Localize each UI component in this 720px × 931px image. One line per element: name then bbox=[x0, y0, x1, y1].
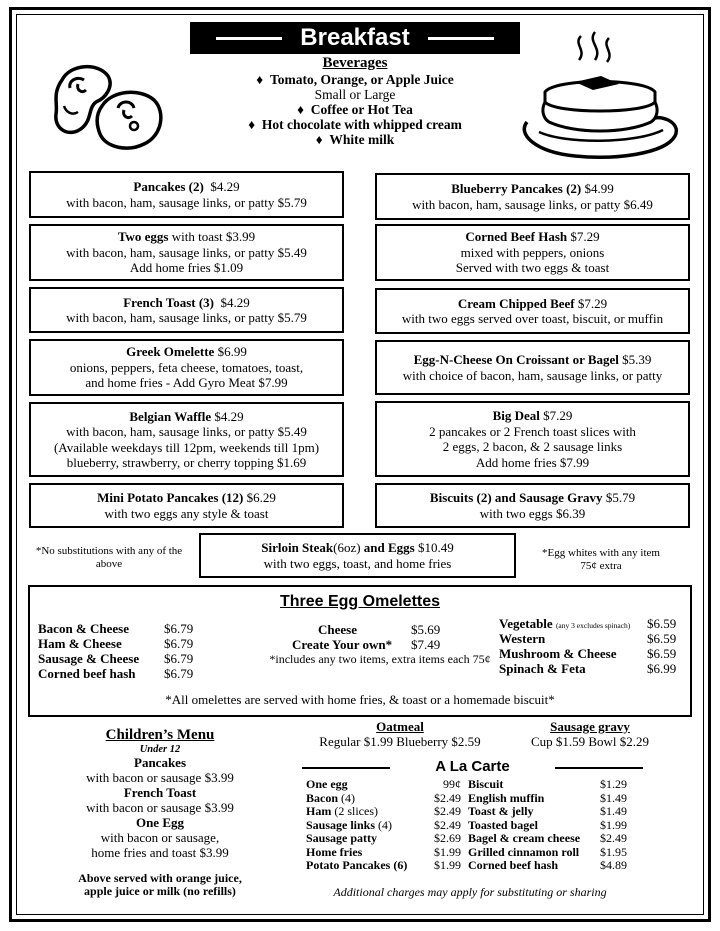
item-price: $4.29 bbox=[214, 408, 244, 424]
menu-item-blueberry-pancakes bbox=[375, 173, 690, 220]
item-name: Sausage & Cheese bbox=[38, 651, 140, 666]
item-name: Toast & jelly bbox=[468, 804, 534, 818]
omelette-item bbox=[38, 636, 194, 651]
item-price: $2.69 bbox=[434, 831, 461, 845]
sausage-gravy-section bbox=[510, 719, 670, 749]
item-description: 2 eggs, 2 bacon, & 2 sausage links bbox=[442, 439, 623, 454]
beverage-label: Tomato, Orange, or Apple Juice bbox=[269, 72, 454, 87]
item-price: $1.99 bbox=[600, 818, 627, 832]
item-price: $5.69 bbox=[411, 622, 441, 637]
beverage-item bbox=[190, 87, 520, 102]
item-price: $6.99 bbox=[217, 344, 247, 360]
item-price: $1.99 bbox=[434, 845, 461, 859]
item-name: Cheese bbox=[318, 622, 357, 637]
item-price: $4.99 bbox=[584, 181, 614, 196]
diamond-bullet-icon: ♦ bbox=[297, 102, 305, 117]
omelettes-heading: Three Egg Omelettes bbox=[279, 593, 441, 610]
item-description: with two eggs any style & toast bbox=[104, 505, 269, 521]
menu-item-mini-potato-pancakes bbox=[29, 483, 344, 528]
omelette-item bbox=[499, 661, 689, 676]
item-price: $6.99 bbox=[647, 661, 677, 676]
item-price: $2.49 bbox=[434, 818, 461, 832]
item-price: $6.59 bbox=[647, 631, 677, 646]
diamond-bullet-icon: ♦ bbox=[315, 132, 323, 147]
beverage-item bbox=[190, 117, 520, 132]
item-name: Corned Beef Hash bbox=[465, 229, 568, 245]
menu-item-greek-omelette bbox=[29, 339, 344, 396]
item-description: Add home fries $7.99 bbox=[475, 454, 590, 470]
beverage-label: Small or Large bbox=[314, 87, 396, 102]
omelette-item bbox=[38, 666, 194, 681]
item-price: $1.95 bbox=[600, 845, 627, 859]
note-no-substitutions: *No substitutions with any of the above bbox=[35, 545, 183, 570]
kids-item-description: with bacon or sausage $3.99 bbox=[86, 770, 234, 785]
sausage-gravy-prices: Cup $1.59 Bowl $2.29 bbox=[530, 734, 650, 749]
item-name: Ham & Cheese bbox=[38, 636, 122, 651]
oatmeal-heading: Oatmeal bbox=[376, 719, 424, 734]
oatmeal-prices: Regular $1.99 Blueberry $2.59 bbox=[319, 734, 481, 749]
menu-title-bar bbox=[190, 22, 520, 54]
item-price: $2.49 bbox=[600, 831, 627, 845]
item-name: Corned beef hash bbox=[38, 666, 136, 681]
menu-title: Breakfast bbox=[300, 24, 410, 51]
item-name: Cream Chipped Beef bbox=[457, 295, 575, 311]
item-description: Add home fries $1.09 bbox=[129, 260, 244, 276]
item-name: French Toast (3) bbox=[123, 294, 214, 310]
item-description: (Available weekdays till 12pm, weekends till 1pm) bbox=[53, 439, 320, 455]
childrens-menu-age: Under 12 bbox=[139, 744, 181, 755]
item-price: $4.29 bbox=[220, 294, 250, 310]
item-name: Grilled cinnamon roll bbox=[468, 845, 580, 859]
item-price: $6.59 bbox=[647, 646, 677, 661]
kids-item-name: French Toast bbox=[123, 785, 197, 800]
title-rule-left bbox=[216, 37, 282, 40]
menu-item-belgian-waffle bbox=[29, 402, 344, 477]
item-name: Mushroom & Cheese bbox=[499, 646, 617, 661]
item-name: One egg bbox=[306, 777, 348, 791]
eggs-illustration-icon bbox=[48, 58, 168, 158]
item-name: Sausage links bbox=[306, 818, 376, 832]
note-egg-whites: *Egg whites with any item 75¢ extra bbox=[542, 547, 660, 572]
item-name: Big Deal bbox=[492, 408, 540, 423]
item-name: Biscuits (2) and Sausage Gravy bbox=[429, 490, 603, 505]
item-name: Greek Omelette bbox=[126, 344, 215, 360]
beverage-item bbox=[190, 132, 520, 147]
kids-item-description: with bacon or sausage $3.99 bbox=[86, 800, 234, 815]
item-price: $6.79 bbox=[164, 666, 194, 681]
carte-item bbox=[468, 832, 627, 845]
item-name-portion: (6oz) bbox=[333, 540, 361, 555]
item-name: Bacon bbox=[306, 791, 339, 805]
item-name: Vegetable bbox=[499, 616, 553, 631]
item-description: blueberry, strawberry, or cherry topping $1.69 bbox=[66, 455, 307, 470]
omelettes-section bbox=[28, 585, 692, 717]
item-price: $1.99 bbox=[434, 858, 461, 872]
item-price: $10.49 bbox=[418, 540, 454, 555]
item-price: $1.49 bbox=[600, 804, 627, 818]
item-description: with bacon, ham, sausage links, or patty $6.49 bbox=[412, 196, 653, 212]
beverages-heading: Beverages bbox=[322, 55, 388, 71]
item-price: $6.29 bbox=[246, 490, 276, 505]
item-description: with bacon, ham, sausage links, or patty $5.49 bbox=[66, 244, 307, 260]
item-note: (any 3 excludes spinach) bbox=[555, 621, 631, 630]
diamond-bullet-icon: ♦ bbox=[248, 117, 256, 132]
item-name: Create Your own* bbox=[292, 637, 393, 652]
item-name: Mini Potato Pancakes (12) bbox=[97, 490, 244, 505]
menu-item-pancakes bbox=[29, 171, 344, 218]
item-description: Served with two eggs & toast bbox=[455, 260, 610, 276]
beverage-label: Coffee or Hot Tea bbox=[310, 102, 413, 117]
item-name: Biscuit bbox=[468, 777, 504, 791]
menu-item-two-eggs bbox=[29, 224, 344, 281]
item-name: Corned beef hash bbox=[468, 858, 559, 872]
omelette-item bbox=[38, 621, 194, 636]
item-name: Two eggs bbox=[117, 229, 169, 245]
menu-item-french-toast bbox=[29, 287, 344, 333]
carte-rule-right bbox=[555, 767, 643, 769]
childrens-menu-footer: Above served with orange juice, bbox=[78, 871, 242, 885]
item-price: $4.29 bbox=[210, 179, 240, 194]
omelette-note: *includes any two items, extra items each 75¢ bbox=[269, 652, 491, 666]
childrens-menu-section bbox=[60, 727, 260, 898]
sausage-gravy-heading: Sausage gravy bbox=[550, 719, 630, 734]
item-price: with toast $3.99 bbox=[171, 229, 256, 245]
item-note: (4) bbox=[375, 818, 393, 832]
item-name: Spinach & Feta bbox=[499, 661, 586, 676]
item-description: with bacon, ham, sausage links, or patty $5.49 bbox=[66, 424, 307, 439]
item-price: $1.49 bbox=[600, 791, 627, 805]
item-price: $4.89 bbox=[600, 858, 627, 872]
omelette-item bbox=[499, 646, 689, 661]
item-price: $6.79 bbox=[164, 636, 194, 651]
item-price: $7.49 bbox=[411, 637, 441, 652]
item-description: with bacon, ham, sausage links, or patty $5.79 bbox=[66, 194, 307, 210]
item-price: 99¢ bbox=[443, 777, 461, 791]
carte-item bbox=[468, 805, 627, 818]
item-price: $7.29 bbox=[543, 408, 573, 423]
item-price: $7.29 bbox=[570, 229, 600, 245]
kids-item-description: with bacon or sausage, bbox=[100, 830, 220, 845]
item-name: Belgian Waffle bbox=[129, 408, 212, 424]
beverage-item bbox=[190, 72, 520, 87]
childrens-menu-heading: Children’s Menu bbox=[105, 727, 215, 743]
item-name: Pancakes (2) bbox=[133, 179, 204, 194]
omelettes-footer: *All omelettes are served with home fries, & toast or a homemade biscuit* bbox=[165, 692, 555, 707]
item-price: $2.49 bbox=[434, 804, 461, 818]
item-description: with two eggs $6.39 bbox=[479, 505, 586, 521]
carte-item bbox=[468, 859, 627, 872]
item-name: Sausage patty bbox=[306, 831, 378, 845]
item-price: $1.29 bbox=[600, 777, 627, 791]
beverage-label: Hot chocolate with whipped cream bbox=[261, 117, 462, 132]
item-price: $5.39 bbox=[622, 352, 652, 367]
carte-item bbox=[306, 778, 461, 791]
kids-item-name: One Egg bbox=[135, 815, 185, 830]
item-description: with choice of bacon, ham, sausage links, or patty bbox=[402, 367, 663, 383]
item-price: $5.79 bbox=[605, 490, 636, 505]
carte-footer: Additional charges may apply for substituting or sharing bbox=[333, 885, 607, 899]
carte-item bbox=[306, 805, 461, 818]
item-name: Ham bbox=[306, 804, 332, 818]
item-description: with two eggs served over toast, biscuit, or muffin bbox=[401, 311, 664, 326]
carte-item bbox=[306, 832, 461, 845]
item-description: with bacon, ham, sausage links, or patty $5.79 bbox=[66, 310, 307, 325]
item-name: Bacon & Cheese bbox=[38, 621, 129, 636]
menu-item-sirloin-steak bbox=[199, 533, 516, 578]
menu-item-cream-chipped-beef bbox=[375, 288, 690, 334]
item-name: Home fries bbox=[306, 845, 363, 859]
kids-item-name: Pancakes bbox=[134, 755, 186, 770]
carte-item bbox=[306, 859, 461, 872]
oatmeal-section bbox=[300, 719, 500, 749]
beverage-label: White milk bbox=[329, 132, 395, 147]
item-price: $6.79 bbox=[164, 651, 194, 666]
item-description: onions, peppers, feta cheese, tomatoes, toast, bbox=[69, 359, 304, 375]
item-name: English muffin bbox=[468, 791, 545, 805]
item-name: Toasted bagel bbox=[468, 818, 538, 832]
omelette-item bbox=[318, 622, 518, 637]
item-price: $7.29 bbox=[577, 295, 608, 311]
item-price: $6.59 bbox=[647, 616, 677, 631]
item-name: Egg-N-Cheese On Croissant or Bagel bbox=[413, 352, 619, 367]
item-description: and home fries - Add Gyro Meat $7.99 bbox=[85, 375, 288, 391]
carte-rule-left bbox=[302, 767, 390, 769]
beverages-section bbox=[190, 56, 520, 147]
item-name: Sirloin Steak bbox=[261, 540, 334, 555]
item-name: Blueberry Pancakes (2) bbox=[451, 181, 582, 196]
omelette-item bbox=[499, 631, 689, 646]
item-price: $6.79 bbox=[164, 621, 194, 636]
pancake-stack-illustration-icon bbox=[515, 26, 685, 166]
omelette-item bbox=[38, 651, 194, 666]
kids-item-description: home fries and toast $3.99 bbox=[91, 845, 229, 860]
item-description: with two eggs, toast, and home fries bbox=[263, 555, 452, 571]
carte-heading: A La Carte bbox=[435, 758, 510, 775]
childrens-menu-footer: apple juice or milk (no refills) bbox=[84, 884, 236, 898]
menu-item-egg-n-cheese bbox=[375, 340, 690, 395]
carte-item bbox=[468, 778, 627, 791]
item-note: (2 slices) bbox=[331, 804, 378, 818]
item-note: (4) bbox=[338, 791, 356, 805]
menu-item-biscuits-gravy bbox=[375, 483, 690, 528]
omelette-item bbox=[292, 637, 512, 652]
item-name-suffix: and Eggs bbox=[360, 540, 415, 555]
title-rule-right bbox=[428, 37, 494, 40]
item-name: Potato Pancakes (6) bbox=[306, 858, 408, 872]
menu-item-big-deal bbox=[375, 401, 690, 477]
menu-item-corned-beef-hash bbox=[375, 224, 690, 281]
item-price: $2.49 bbox=[434, 791, 461, 805]
item-description: mixed with peppers, onions bbox=[460, 244, 605, 260]
item-name: Bagel & cream cheese bbox=[468, 831, 581, 845]
beverage-item bbox=[190, 102, 520, 117]
item-description: 2 pancakes or 2 French toast slices with bbox=[429, 423, 636, 439]
diamond-bullet-icon: ♦ bbox=[256, 72, 264, 87]
item-name: Western bbox=[499, 631, 546, 646]
